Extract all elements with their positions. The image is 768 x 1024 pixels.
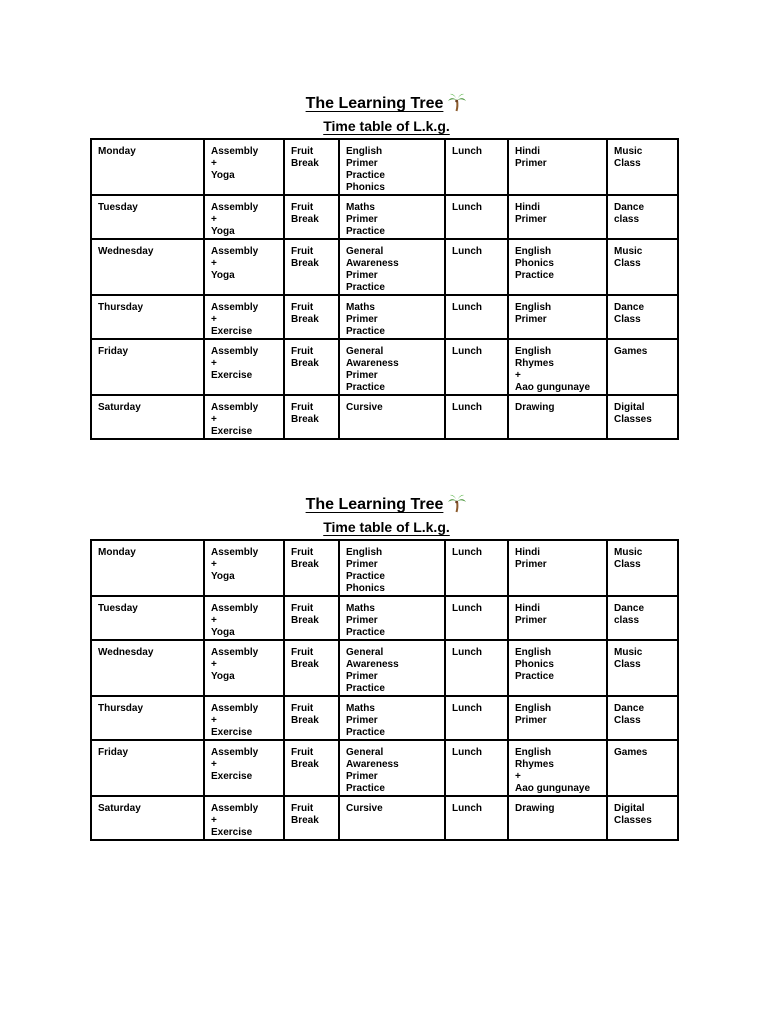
table-cell: Maths Primer Practice — [339, 295, 445, 339]
table-cell: Assembly + Exercise — [204, 696, 284, 740]
table-cell: Hindi Primer — [508, 596, 607, 640]
table-cell: Lunch — [445, 696, 508, 740]
day-cell: Saturday — [91, 395, 204, 439]
table-cell: Assembly + Exercise — [204, 796, 284, 840]
table-cell: Drawing — [508, 395, 607, 439]
table-cell: General Awareness Primer Practice — [339, 339, 445, 395]
table-row — [91, 596, 678, 640]
table-cell: Fruit Break — [284, 740, 339, 796]
table-cell: Fruit Break — [284, 195, 339, 239]
table-cell: Lunch — [445, 640, 508, 696]
table-cell: Music Class — [607, 540, 678, 596]
table-row — [91, 740, 678, 796]
timetable-block-2 — [90, 493, 677, 841]
table-cell: Cursive — [339, 796, 445, 840]
day-cell: Wednesday — [91, 640, 204, 696]
table-cell: Lunch — [445, 796, 508, 840]
table-cell: Fruit Break — [284, 640, 339, 696]
table-cell: Maths Primer Practice — [339, 696, 445, 740]
table-cell: General Awareness Primer Practice — [339, 239, 445, 295]
table-row — [91, 796, 678, 840]
table-cell: Lunch — [445, 295, 508, 339]
table-cell: Dance Class — [607, 295, 678, 339]
table-cell: General Awareness Primer Practice — [339, 640, 445, 696]
subtitle-row — [90, 115, 677, 137]
table-cell: Dance Class — [607, 696, 678, 740]
table-row — [91, 640, 678, 696]
table-cell: Assembly + Yoga — [204, 540, 284, 596]
table-row — [91, 295, 678, 339]
table-cell: Assembly + Exercise — [204, 395, 284, 439]
table-cell: Digital Classes — [607, 395, 678, 439]
table-cell: Assembly + Exercise — [204, 339, 284, 395]
table-cell: Lunch — [445, 139, 508, 195]
table-cell: Dance class — [607, 596, 678, 640]
table-cell: Music Class — [607, 640, 678, 696]
palm-tree-icon — [447, 92, 467, 112]
table-cell: Fruit Break — [284, 596, 339, 640]
day-cell: Monday — [91, 540, 204, 596]
table-cell: Assembly + Exercise — [204, 295, 284, 339]
table-row — [91, 239, 678, 295]
table-cell: Digital Classes — [607, 796, 678, 840]
table-cell: Fruit Break — [284, 239, 339, 295]
table-cell: General Awareness Primer Practice — [339, 740, 445, 796]
table-cell: English Primer Practice Phonics — [339, 139, 445, 195]
table-row — [91, 696, 678, 740]
day-cell: Thursday — [91, 696, 204, 740]
table-cell: Assembly + Yoga — [204, 640, 284, 696]
day-cell: Friday — [91, 740, 204, 796]
day-cell: Thursday — [91, 295, 204, 339]
table-cell: English Primer — [508, 295, 607, 339]
table-cell: Lunch — [445, 596, 508, 640]
table-cell: Hindi Primer — [508, 139, 607, 195]
table-cell: Lunch — [445, 740, 508, 796]
table-cell: English Phonics Practice — [508, 239, 607, 295]
table-row — [91, 395, 678, 439]
day-cell: Tuesday — [91, 195, 204, 239]
table-cell: Assembly + Yoga — [204, 195, 284, 239]
table-cell: Drawing — [508, 796, 607, 840]
table-row — [91, 195, 678, 239]
page-subtitle: Time table of L.k.g. — [323, 519, 450, 535]
day-cell: Monday — [91, 139, 204, 195]
table-cell: Games — [607, 339, 678, 395]
table-cell: Hindi Primer — [508, 195, 607, 239]
page-title: The Learning Tree — [305, 496, 444, 513]
table-cell: Fruit Break — [284, 796, 339, 840]
table-cell: Maths Primer Practice — [339, 596, 445, 640]
table-cell: Fruit Break — [284, 696, 339, 740]
table-cell: Assembly + Yoga — [204, 596, 284, 640]
page-title: The Learning Tree — [305, 95, 444, 112]
table-cell: Games — [607, 740, 678, 796]
day-cell: Wednesday — [91, 239, 204, 295]
table-cell: Cursive — [339, 395, 445, 439]
table-cell: Music Class — [607, 239, 678, 295]
table-cell: Maths Primer Practice — [339, 195, 445, 239]
table-cell: Lunch — [445, 339, 508, 395]
title-row — [90, 493, 677, 515]
table-cell: Lunch — [445, 195, 508, 239]
timetable — [90, 539, 679, 841]
table-cell: Assembly + Yoga — [204, 239, 284, 295]
palm-tree-icon — [447, 493, 467, 513]
table-row — [91, 339, 678, 395]
day-cell: Friday — [91, 339, 204, 395]
table-row — [91, 139, 678, 195]
timetable-block-1 — [90, 92, 677, 440]
table-cell: English Rhymes + Aao gungunaye — [508, 339, 607, 395]
table-cell: Lunch — [445, 239, 508, 295]
table-cell: Lunch — [445, 395, 508, 439]
table-cell: English Primer Practice Phonics — [339, 540, 445, 596]
table-cell: Fruit Break — [284, 395, 339, 439]
day-cell: Tuesday — [91, 596, 204, 640]
table-cell: Fruit Break — [284, 139, 339, 195]
table-cell: English Rhymes + Aao gungunaye — [508, 740, 607, 796]
table-cell: English Primer — [508, 696, 607, 740]
table-cell: Dance class — [607, 195, 678, 239]
table-cell: English Phonics Practice — [508, 640, 607, 696]
table-cell: Music Class — [607, 139, 678, 195]
table-cell: Fruit Break — [284, 339, 339, 395]
table-cell: Lunch — [445, 540, 508, 596]
page-subtitle: Time table of L.k.g. — [323, 118, 450, 134]
timetable — [90, 138, 679, 440]
table-cell: Assembly + Exercise — [204, 740, 284, 796]
table-cell: Hindi Primer — [508, 540, 607, 596]
table-cell: Fruit Break — [284, 295, 339, 339]
title-row — [90, 92, 677, 114]
table-cell: Fruit Break — [284, 540, 339, 596]
table-cell: Assembly + Yoga — [204, 139, 284, 195]
table-row — [91, 540, 678, 596]
subtitle-row — [90, 516, 677, 538]
day-cell: Saturday — [91, 796, 204, 840]
